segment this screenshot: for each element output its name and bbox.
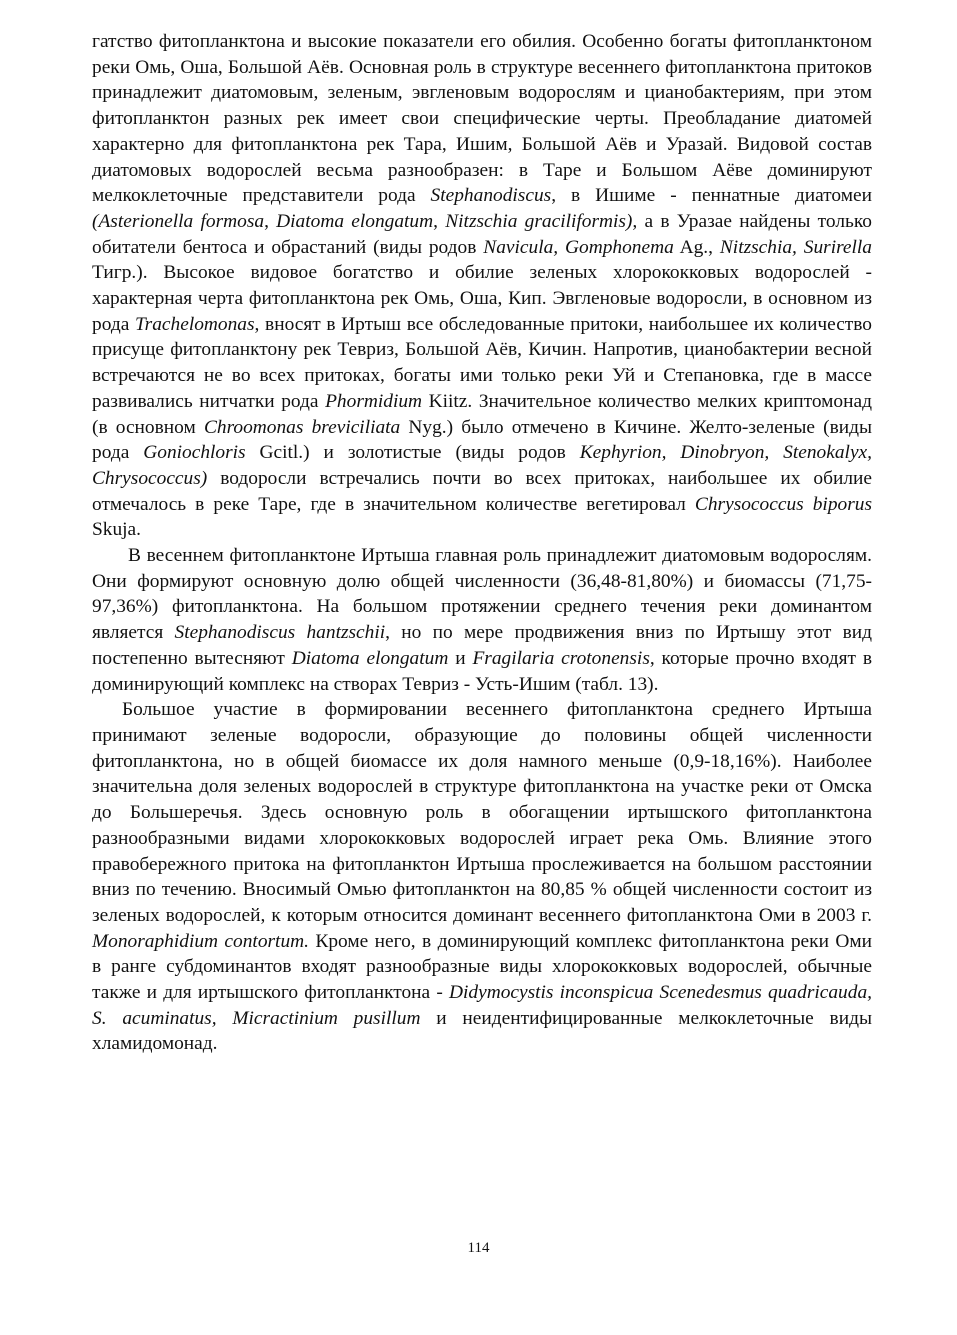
italic-term: Navicula, Gomphonema bbox=[483, 236, 674, 258]
text-run: , которые прочно входят в доминирующий комплекс на створах Тевриз - Усть-Ишим (табл. 13). bbox=[92, 647, 872, 695]
text-run: Gcitl.) и золотистые (виды родов bbox=[245, 442, 580, 464]
text-run: водоросли встречались почти во всех притоках, наибольшее их обилие отмечалось в реке Таре, где в значительном количестве вегетировал bbox=[92, 467, 872, 515]
paragraph bbox=[92, 697, 872, 1057]
body-text bbox=[92, 29, 872, 1057]
italic-term: Chrysococcus biporus bbox=[694, 493, 872, 515]
italic-term: Trachelomonas bbox=[134, 313, 255, 335]
paragraph bbox=[92, 543, 872, 697]
italic-term: Fragilaria crotonensis bbox=[472, 647, 650, 669]
text-run: Skuja. bbox=[92, 519, 142, 541]
page-number: 114 bbox=[467, 1240, 490, 1256]
text-run: Кроме него, в доминирующий комплекс фитопланктона реки Оми в ранге субдоминантов входят разнообразные виды хлорококковых водорослей, обычные также и для иртышского фитопланктона - bbox=[92, 930, 872, 1004]
italic-term: Kephyrion, Dinobryon, Stenokalyx, Chrysococcus) bbox=[92, 442, 873, 489]
italic-term: Phormidium bbox=[325, 390, 423, 412]
italic-term: Nitzschia, Surirella bbox=[719, 236, 873, 258]
text-run: , но по мере продвижения вниз по Иртышу этот вид постепенно вытесняют bbox=[92, 622, 872, 669]
text-run: , bbox=[264, 210, 277, 232]
text-run: гатство фитопланктона и высокие показатели его обилия. Особенно богаты фитопланктоном реки Омь, Оша, Большой Аёв. Основная роль в структуре весеннего фитопланктона притоков принадлежит диатомовым, зеленым, эвгленовым водорослям и цианобактериям, при этом фитопланктон разных рек имеет свои специфические черты. Преобладание диатомей характерно для фитопланктона рек Тара, Ишим, Большой Аёв и Уразай. Видовой состав диатомовых водорослей весьма разнообразен: в Таре и Большом Аёве доминируют мелкоклеточные представители рода bbox=[92, 31, 872, 207]
italic-term: Nitzschia graciliformis), bbox=[445, 210, 638, 232]
italic-term: Chroomonas breviciliata bbox=[203, 416, 401, 438]
italic-term: (Asterionella formosa bbox=[92, 210, 265, 232]
italic-term: Diatoma elongatum bbox=[276, 210, 434, 232]
text-run: Nyg.) было отмечено в Кичине. Желто-зеленые (виды рода bbox=[92, 416, 872, 464]
text-run: Тигр.). Высокое видовое богатство и обилие зеленых хлорококковых водорослей - характерная черта фитопланктона рек Омь, Оша, Кип. Эвгленовые водоросли, в основном из рода bbox=[92, 262, 872, 335]
text-run: и bbox=[448, 647, 473, 669]
italic-term: Monoraphidium contortum. bbox=[92, 930, 309, 952]
italic-term: Diatoma elongatum bbox=[291, 647, 449, 669]
text-run: , в Ишиме - пеннатные диатомеи bbox=[551, 185, 872, 207]
paragraph bbox=[92, 29, 872, 543]
text-run: а в Уразае найдены только обитатели бентоса и обрастаний (виды родов bbox=[92, 210, 872, 258]
text-run: Kiitz. Значительное количество мелких криптомонад (в основном bbox=[92, 390, 872, 438]
text-run: В весеннем фитопланктоне Иртыша главная роль принадлежит диатомовым водорослям. Они формируют основную долю общей численности (36,48-81,80%) и биомассы (71,75-97,36%) фитопланктона. На большом протяжении среднего течения реки доминантом является bbox=[92, 545, 872, 644]
italic-term: Didymocystis inconspicua Scenedesmus quadricauda, S. acuminatus, Micractinium pusillum bbox=[92, 982, 872, 1029]
text-run: Ag., bbox=[673, 236, 720, 258]
text-run: , bbox=[433, 210, 446, 232]
italic-term: Stephanodiscus bbox=[430, 185, 552, 207]
text-run: , вносят в Иртыш все обследованные притоки, наибольшее их количество присуще фитопланктону рек Тевриз, Большой Аёв, Кичин. Напротив, цианобактерии весной встречаются не во всех притоках, богаты ими только реки Уй и Степановка, где в массе развивались нитчатки рода bbox=[92, 313, 873, 412]
text-run: и неидентифицированные мелкоклеточные виды хламидомонад. bbox=[92, 1007, 872, 1055]
text-run: Большое участие в формировании весеннего фитопланктона среднего Иртыша принимают зеленые водоросли, образующие до половины общей численности фитопланктона, но в общей биомассе их доля намного меньше (0,9-18,16%). Наиболее значительна доля зеленых водорослей в структуре фитопланктона на участке реки от Омска до Большеречья. Здесь основную роль в обогащении иртышского фитопланктона разнообразными видами хлорококковых водорослей играет река Омь. Влияние этого правобережного притока на фитопланктон Иртыша прослеживается на большом расстоянии вниз по течению. Вносимый Омью фитопланктон на 80,85 % общей численности состоит из зеленых водорослей, к которым относится доминант весеннего фитопланктона Оми в 2003 г. bbox=[92, 699, 872, 926]
italic-term: Goniochloris bbox=[143, 442, 246, 464]
italic-term: Stephanodiscus hantzschii bbox=[174, 622, 386, 644]
